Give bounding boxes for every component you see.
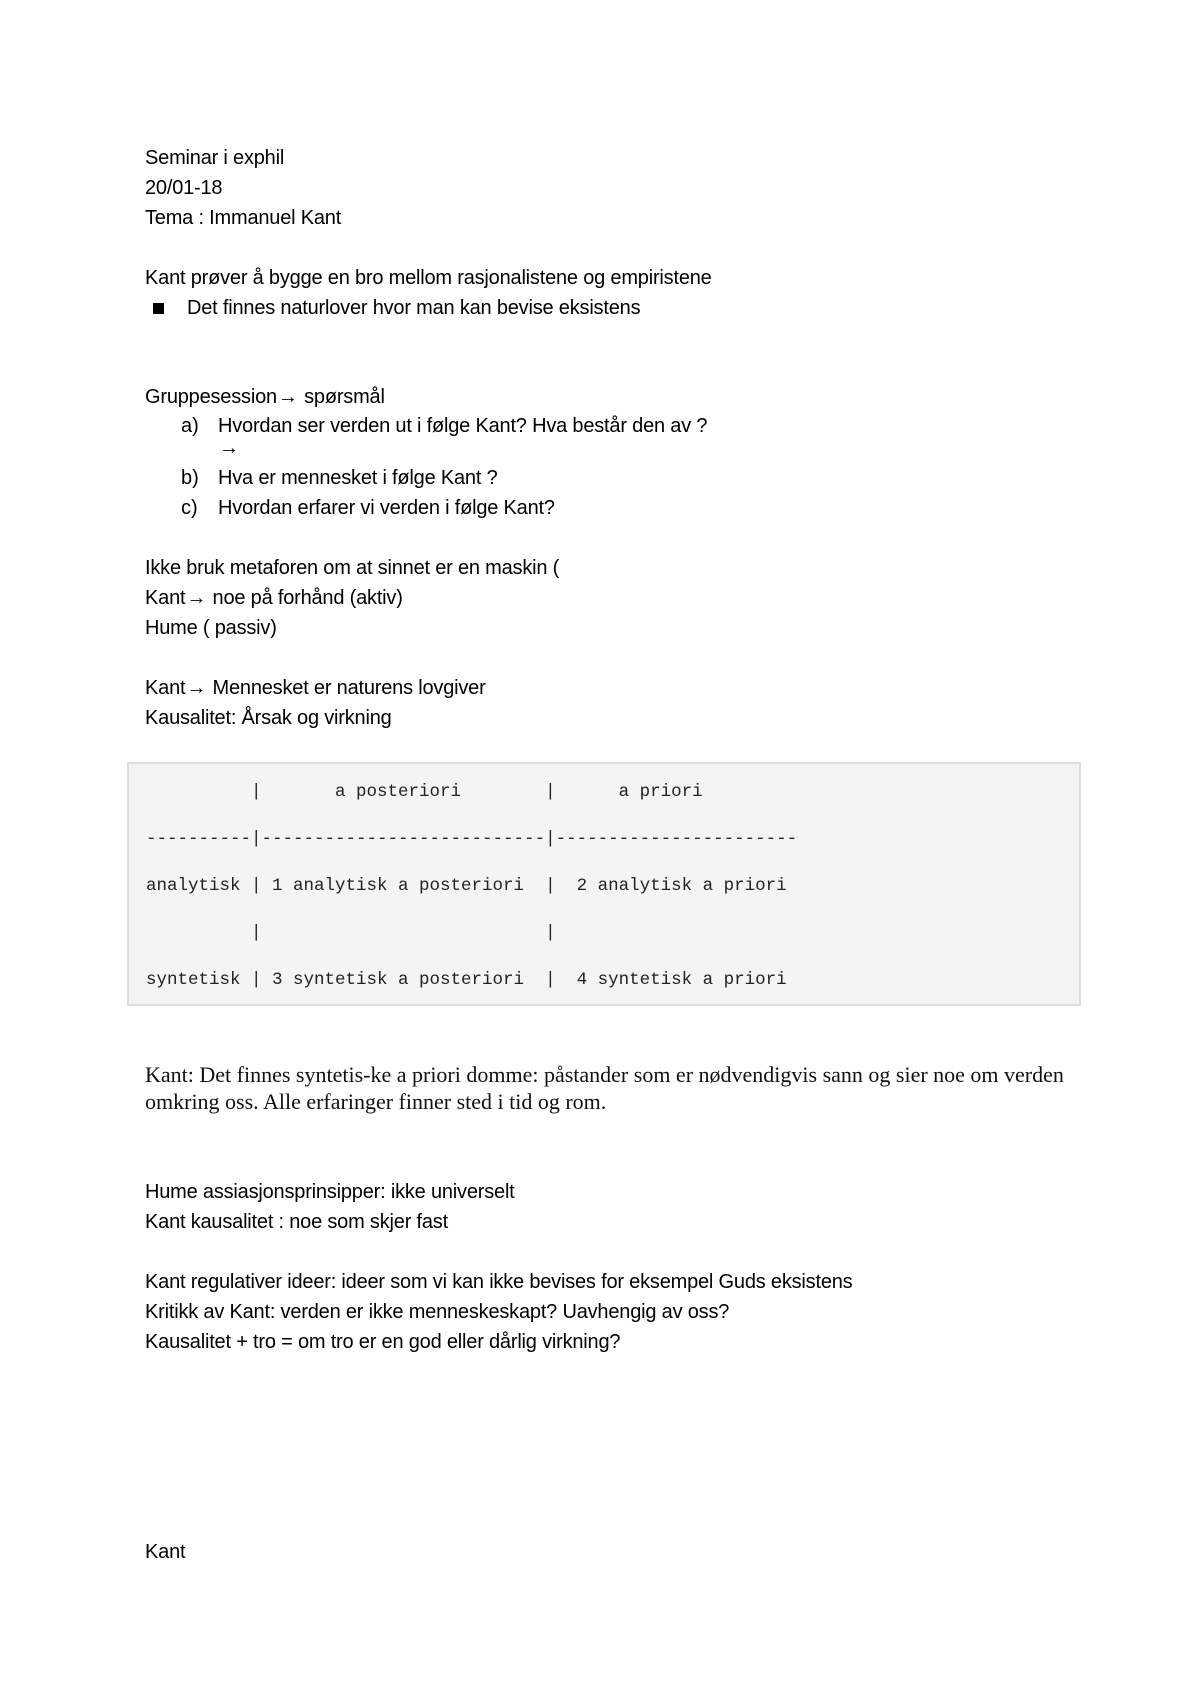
- question-c-text: Hvordan erfarer vi verden i følge Kant?: [218, 497, 555, 519]
- table-row-analytic: analytisk | 1 analytisk a posteriori | 2 analytisk a priori: [146, 876, 787, 896]
- table-header-line: | a posteriori | a priori: [146, 782, 703, 802]
- kant-active-note: [145, 583, 403, 613]
- table-separator-line: ----------|---------------------------|-----------------------: [146, 829, 798, 849]
- hume-passive-note: Hume ( passiv): [145, 617, 277, 639]
- intro-bullet-text: Det finnes naturlover hvor man kan bevise eksistens: [187, 297, 641, 319]
- kant-causality-note: Kant kausalitet : noe som skjer fast: [145, 1211, 448, 1233]
- document-theme: Tema : Immanuel Kant: [145, 207, 342, 229]
- right-arrow-icon: →: [277, 386, 298, 408]
- synthetic-a-priori-paragraph: Kant: Det finnes syntetis-ke a priori domme: påstander som er nødvendigvis sann og sier noe om verden omkring oss. Alle erfaringer finner sted i tid og rom.: [145, 1062, 1064, 1114]
- group-heading: [145, 382, 385, 412]
- question-marker-c: c): [181, 497, 198, 519]
- question-a-continuation: [218, 433, 240, 463]
- kant-lawgiver-note: [145, 673, 486, 703]
- causality-note: Kausalitet: Årsak og virkning: [145, 707, 392, 729]
- square-bullet-icon: [153, 303, 164, 314]
- footer-kant: Kant: [145, 1541, 186, 1563]
- critique-note: Kritikk av Kant: verden er ikke menneskeskapt? Uavhengig av oss?: [145, 1301, 730, 1323]
- question-marker-a: a): [181, 415, 199, 437]
- hume-association-note: Hume assiasjonsprinsipper: ikke universelt: [145, 1181, 515, 1203]
- table-row-synthetic: syntetisk | 3 syntetisk a posteriori | 4 syntetisk a priori: [146, 970, 787, 990]
- right-arrow-icon: →: [186, 677, 207, 699]
- table-spacer-line: | |: [146, 923, 556, 943]
- right-arrow-icon: →: [186, 587, 207, 609]
- causality-faith-note: Kausalitet + tro = om tro er en god eller dårlig virkning?: [145, 1331, 621, 1353]
- document-date: 20/01-18: [145, 177, 223, 199]
- intro-text: Kant prøver å bygge en bro mellom rasjonalistene og empiristene: [145, 267, 712, 289]
- question-b-text: Hva er mennesket i følge Kant ?: [218, 467, 498, 489]
- document-title: Seminar i exphil: [145, 147, 285, 169]
- kant-lawgiver-suffix: Mennesket er naturens lovgiver: [212, 677, 486, 699]
- regulative-ideas-note: Kant regulativer ideer: ideer som vi kan ikke bevises for eksempel Guds eksistens: [145, 1271, 853, 1293]
- kant-lawgiver-prefix: Kant: [145, 677, 186, 699]
- kant-active-prefix: Kant: [145, 587, 186, 609]
- right-arrow-icon: →: [219, 437, 239, 459]
- question-a-text: Hvordan ser verden ut i følge Kant? Hva består den av ?: [218, 415, 708, 437]
- group-heading-prefix: Gruppesession: [145, 386, 277, 408]
- question-marker-b: b): [181, 467, 199, 489]
- judgment-table-block: [127, 762, 1081, 1006]
- kant-active-suffix: noe på forhånd (aktiv): [212, 587, 403, 609]
- group-heading-suffix: spørsmål: [304, 386, 385, 408]
- metaphor-note: Ikke bruk metaforen om at sinnet er en maskin (: [145, 557, 560, 579]
